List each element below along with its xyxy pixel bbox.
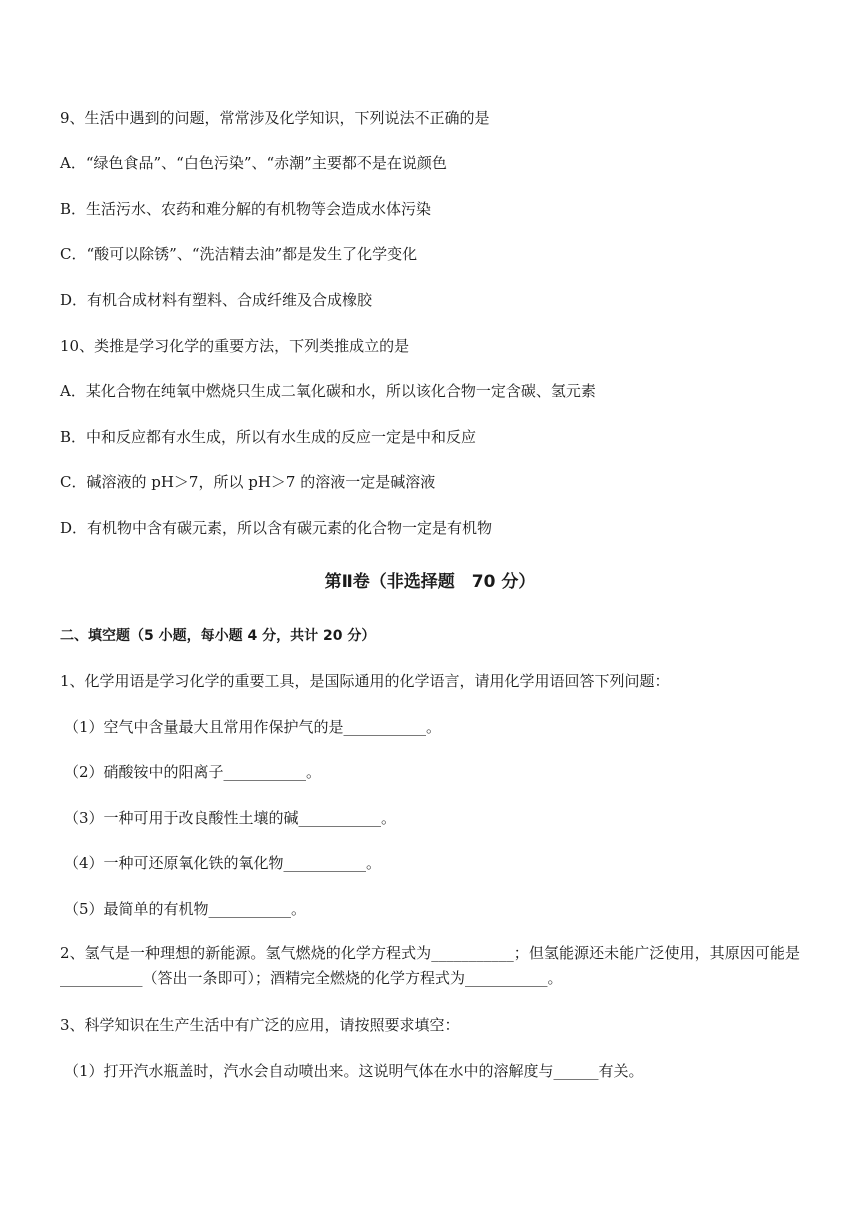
- fill-question-2: 2、氢气是一种理想的新能源。氢气燃烧的化学方程式为___________；但氢能源还未能广泛使用，其原因可能是___________（答出一条即可）；酒精完全燃烧的化学方程式为___________。: [60, 944, 800, 987]
- question-9-option-c: C．“酸可以除锈”、“洗洁精去油”都是发生了化学变化: [60, 245, 418, 263]
- question-9-stem: 9、生活中遇到的问题，常常涉及化学知识，下列说法不正确的是: [60, 109, 490, 127]
- part-2-title: 第Ⅱ卷（非选择题 70 分）: [324, 572, 536, 592]
- question-10-option-a: A．某化合物在纯氧中燃烧只生成二氧化碳和水，所以该化合物一定含碳、氢元素: [60, 382, 596, 400]
- fill-blank-heading: 二、填空题（5 小题，每小题 4 分，共计 20 分）: [60, 628, 376, 644]
- question-9-option-b: B．生活污水、农药和难分解的有机物等会造成水体污染: [60, 200, 432, 218]
- question-10-stem: 10、类推是学习化学的重要方法，下列类推成立的是: [60, 337, 410, 355]
- fill-question-1-stem: 1、化学用语是学习化学的重要工具，是国际通用的化学语言，请用化学用语回答下列问题：: [60, 672, 670, 690]
- fill-question-1-item-3: （3）一种可用于改良酸性土壤的碱___________。: [64, 809, 397, 827]
- question-10-option-d: D．有机物中含有碳元素，所以含有碳元素的化合物一定是有机物: [60, 519, 493, 537]
- question-10-option-c: C．碱溶液的 pH＞7，所以 pH＞7 的溶液一定是碱溶液: [60, 473, 436, 491]
- fill-question-1-item-5: （5）最简单的有机物___________。: [64, 900, 307, 918]
- fill-question-1-item-4: （4）一种可还原氧化铁的氧化物___________。: [64, 854, 382, 872]
- fill-question-1-item-2: （2）硝酸铵中的阳离子___________。: [64, 763, 322, 781]
- fill-question-1-item-1: （1）空气中含量最大且常用作保护气的是___________。: [64, 718, 442, 736]
- question-9-option-a: A．“绿色食品”、“白色污染”、“赤潮”主要都不是在说颜色: [60, 154, 447, 172]
- fill-question-3-item-1: （1）打开汽水瓶盖时，汽水会自动喷出来。这说明气体在水中的溶解度与______有关。: [64, 1062, 644, 1080]
- fill-question-3-stem: 3、科学知识在生产生活中有广泛的应用，请按照要求填空：: [60, 1016, 460, 1034]
- question-9-option-d: D．有机合成材料有塑料、合成纤维及合成橡胶: [60, 291, 373, 309]
- question-10-option-b: B．中和反应都有水生成，所以有水生成的反应一定是中和反应: [60, 428, 477, 446]
